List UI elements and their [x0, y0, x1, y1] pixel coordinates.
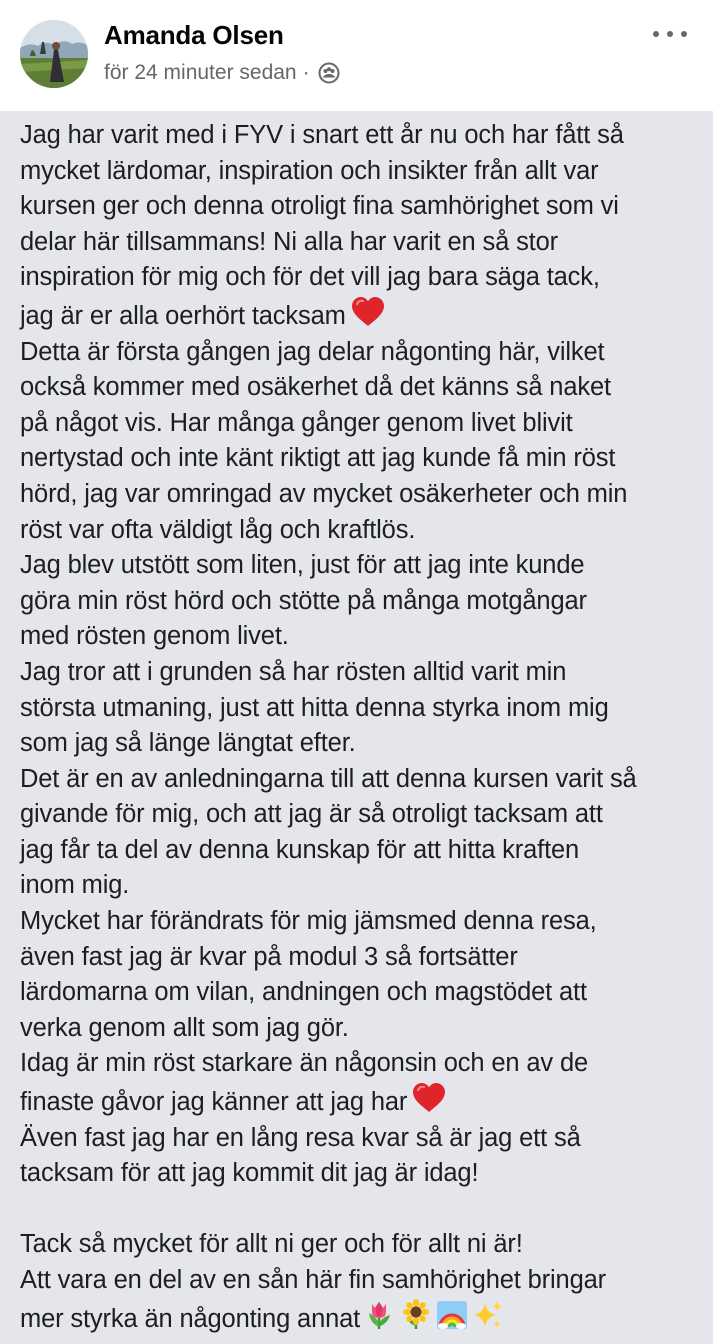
post-line: Mycket har förändrats för mig jämsmed denna resa, — [20, 907, 597, 936]
post-line: på något vis. Har många gånger genom livet blivit — [20, 408, 573, 437]
post-line: jag får ta del av denna kunskap för att hitta kraften — [20, 835, 580, 864]
post-line: Jag tror att i grunden så har rösten alltid varit min — [20, 657, 567, 686]
post-line: hörd, jag var omringad av mycket osäkerheter och min — [20, 479, 628, 508]
post-line: som jag så länge längtat efter. — [20, 729, 356, 758]
post-line: tacksam för att jag kommit dit jag är idag! — [20, 1159, 479, 1188]
sparkles-emoji — [472, 1299, 504, 1331]
post-line: Tack så mycket för allt ni ger och för allt ni är! — [20, 1230, 523, 1259]
post-line: inom mig. — [20, 871, 130, 900]
post-line: Även fast jag har en lång resa kvar så är jag ett så — [20, 1123, 581, 1152]
post-line: Detta är första gången jag delar någonting här, vilket — [20, 337, 605, 366]
post-line: Idag är min röst starkare än någonsin och en av de — [20, 1049, 589, 1078]
post-line: Jag blev utstött som liten, just för att jag inte kunde — [20, 551, 585, 580]
post-line: största utmaning, just att hitta denna styrka inom mig — [20, 693, 609, 722]
post-header — [0, 0, 713, 111]
post-line: nertystad och inte känt riktigt att jag kunde få min röst — [20, 444, 616, 473]
post-line: Att vara en del av en sån här fin samhörighet bringar — [20, 1266, 606, 1294]
post-line: mer styrka än någonting annat — [20, 1299, 708, 1338]
author-name[interactable]: Amanda Olsen — [104, 20, 284, 50]
tulip-emoji — [364, 1299, 396, 1331]
post-line: jag är er alla oerhört tacksam — [20, 296, 708, 335]
post-line: med rösten genom livet. — [20, 622, 289, 651]
sunflower-emoji — [400, 1299, 432, 1331]
red-heart-emoji — [411, 1082, 447, 1114]
rainbow-emoji — [436, 1299, 468, 1331]
post-line: göra min röst hörd och stötte på många motgångar — [20, 586, 587, 615]
meta-separator: · — [302, 61, 310, 84]
post-line: röst var ofta väldigt låg och kraftlös. — [20, 515, 416, 544]
post-timestamp[interactable]: för 24 minuter sedan — [104, 61, 297, 84]
post-meta — [104, 58, 340, 88]
post-line: också kommer med osäkerhet då det känns så naket — [20, 373, 611, 402]
group-members-icon[interactable] — [318, 62, 340, 84]
post-line: finaste gåvor jag känner att jag har — [20, 1082, 708, 1121]
post-line: inspiration för mig och för det vill jag bara säga tack, — [20, 263, 600, 292]
more-options-button[interactable] — [653, 24, 687, 44]
post-line: delar här tillsammans! Ni alla har varit en så stor — [20, 227, 558, 256]
post-line: mycket lärdomar, inspiration och insikter från allt var — [20, 156, 599, 185]
post-line: även fast jag är kvar på modul 3 så fortsätter — [20, 942, 518, 971]
avatar[interactable] — [20, 20, 88, 88]
red-heart-emoji — [350, 296, 386, 328]
post-text — [20, 118, 708, 1337]
post-line: lärdomarna om vilan, andningen och magstödet att — [20, 978, 587, 1007]
post-line: Jag har varit med i FYV i snart ett år nu och har fått så — [20, 121, 624, 149]
more-dots-icon — [653, 31, 659, 37]
post-line: Det är en av anledningarna till att denna kursen varit så — [20, 764, 637, 793]
post-line: kursen ger och denna otroligt fina samhörighet som vi — [20, 192, 619, 221]
post-line: verka genom allt som jag gör. — [20, 1013, 349, 1042]
post-line: givande för mig, och att jag är så otroligt tacksam att — [20, 800, 603, 829]
avatar-photo-icon — [20, 20, 88, 88]
post-line-blank — [20, 1192, 708, 1228]
